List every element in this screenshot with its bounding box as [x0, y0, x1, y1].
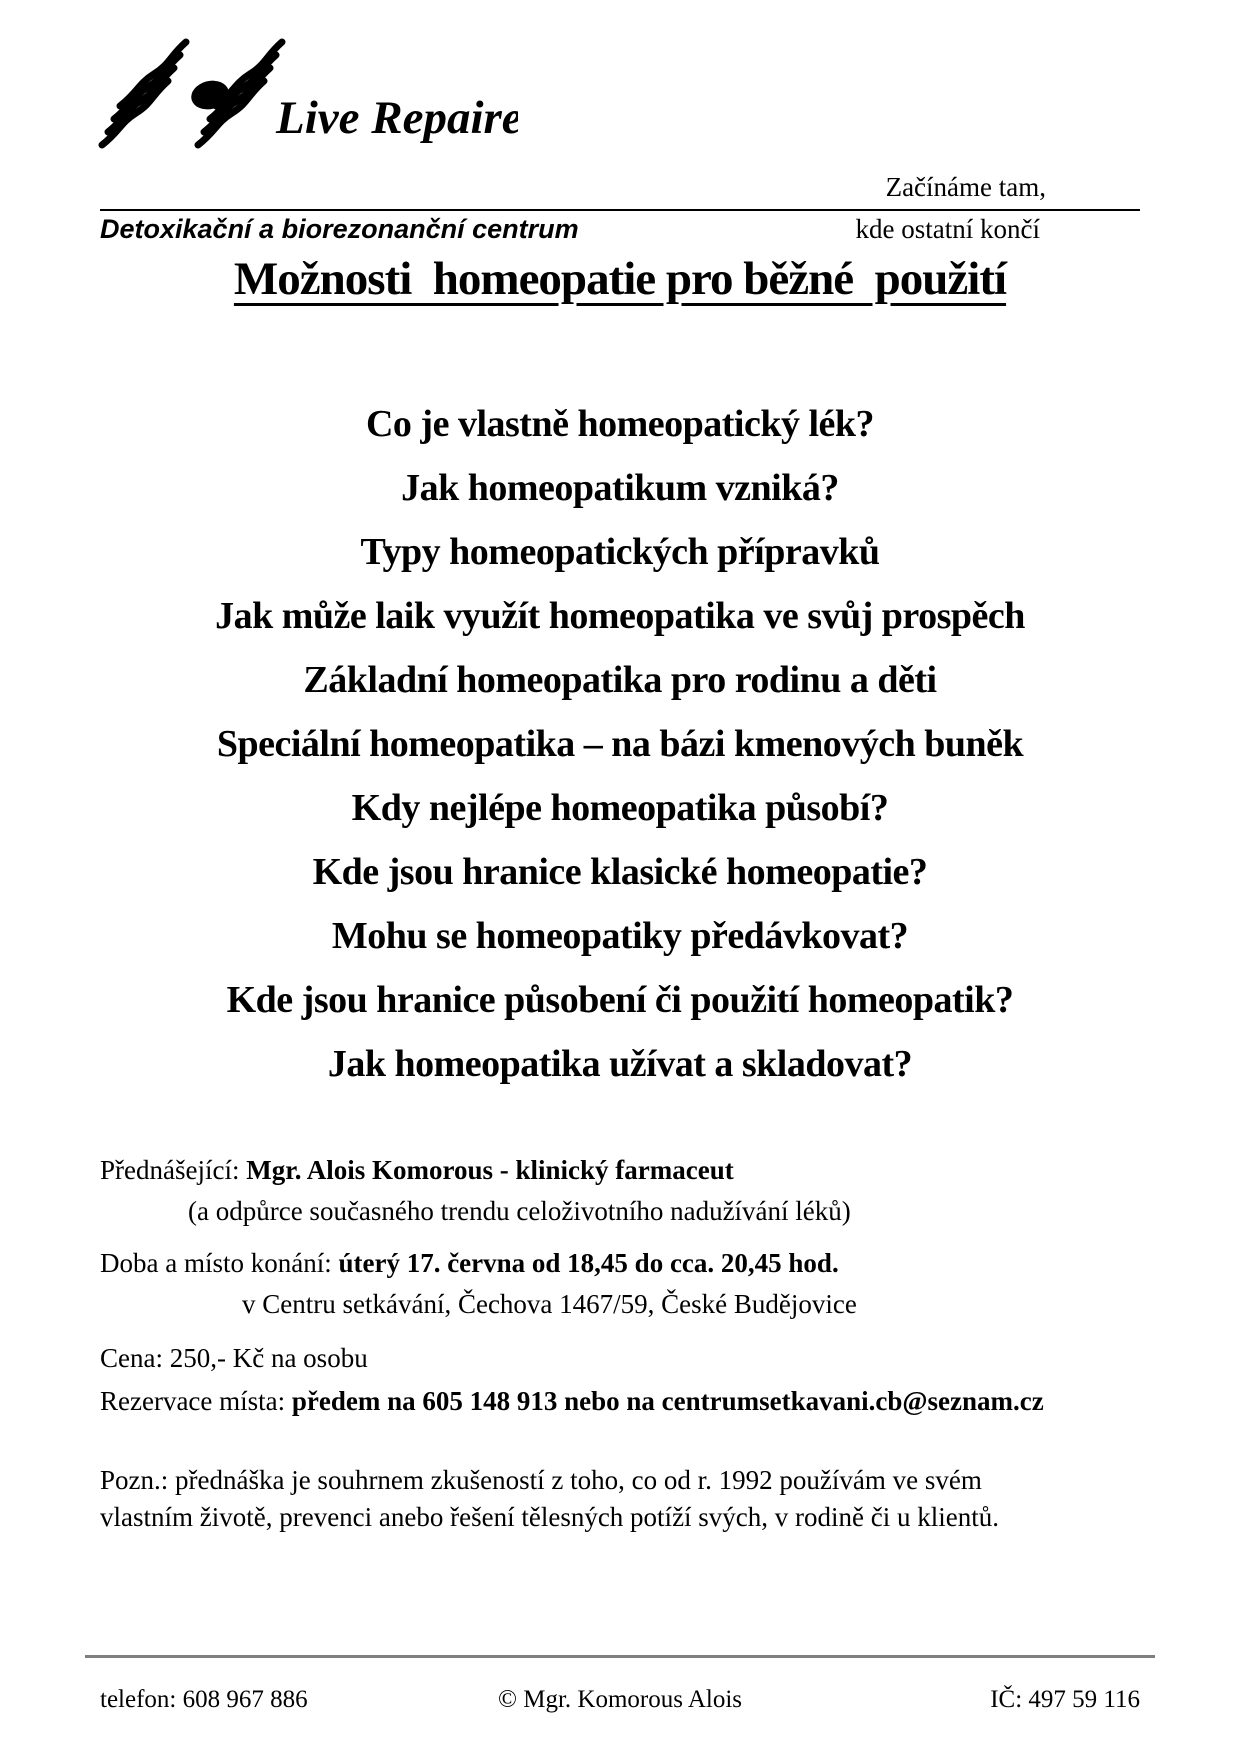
footer-copyright: © Mgr. Komorous Alois: [497, 1686, 743, 1713]
question-item: Typy homeopatických přípravků: [360, 531, 880, 573]
question-item: Co je vlastně homeopatický lék?: [365, 403, 875, 445]
question-item: Kdy nejlépe homeopatika působí?: [351, 787, 889, 829]
speaker-subline: (a odpůrce současného trendu celoživotního nadužívání léků): [188, 1196, 851, 1226]
logo-wordmark: Live Repaire: [276, 92, 518, 144]
event-label: Doba a místo konání:: [100, 1248, 339, 1278]
reservation-line: [100, 1386, 1140, 1417]
speaker-label: Přednášející:: [100, 1155, 247, 1185]
wave-logo-icon: [98, 38, 518, 150]
live-repaire-logo: [98, 38, 518, 155]
footer-phone: telefon: 608 967 886: [100, 1686, 308, 1713]
event-time: úterý 17. června od 18,45 do cca. 20,45 hod.: [338, 1248, 839, 1278]
speaker-name: Mgr. Alois Komorous - klinický farmaceut: [246, 1155, 734, 1185]
footer-divider: [85, 1655, 1155, 1658]
page-title: Možnosti homeopatie pro běžné použití: [233, 253, 1007, 305]
event-place-line: v Centru setkávání, Čechova 1467/59, České Budějovice: [242, 1289, 857, 1319]
question-item: Základní homeopatika pro rodinu a děti: [303, 659, 937, 701]
price-line: Cena: 250,- Kč na osobu: [100, 1343, 368, 1373]
note-line1: Pozn.: přednáška je souhrnem zkušeností z toho, co od r. 1992 používám ve svém: [100, 1465, 982, 1495]
note-paragraph: [100, 1462, 1140, 1536]
question-item: Jak homeopatikum vzniká?: [401, 467, 839, 509]
question-item: Kde jsou hranice působení či použití homeopatik?: [226, 979, 1014, 1021]
tagline-line1: Začínáme tam,: [885, 172, 1046, 202]
question-item: Jak může laik využít homeopatika ve svůj prospěch: [215, 595, 1025, 637]
footer-company-id: IČ: 497 59 116: [990, 1686, 1140, 1713]
event-line: [100, 1248, 1140, 1279]
question-item: Mohu se homeopatiky předávkovat?: [331, 915, 909, 957]
header-divider: [100, 209, 1140, 211]
reservation-info: předem na 605 148 913 nebo na centrumsetkavani.cb@seznam.cz: [291, 1386, 1044, 1416]
question-item: Kde jsou hranice klasické homeopatie?: [312, 851, 928, 893]
center-subtitle: Detoxikační a biorezonanční centrum: [100, 214, 579, 244]
tagline-line2: kde ostatní končí: [855, 214, 1040, 244]
reservation-label: Rezervace místa:: [100, 1386, 292, 1416]
question-item: Jak homeopatika užívat a skladovat?: [327, 1043, 913, 1085]
question-item: Speciální homeopatika – na bázi kmenových buněk: [216, 723, 1024, 765]
speaker-line: [100, 1155, 1140, 1186]
logo-text: [275, 92, 518, 144]
question-list: [100, 392, 1140, 1096]
note-line2: vlastním životě, prevenci anebo řešení tělesných potíží svých, v rodině či u klientů.: [100, 1502, 999, 1532]
